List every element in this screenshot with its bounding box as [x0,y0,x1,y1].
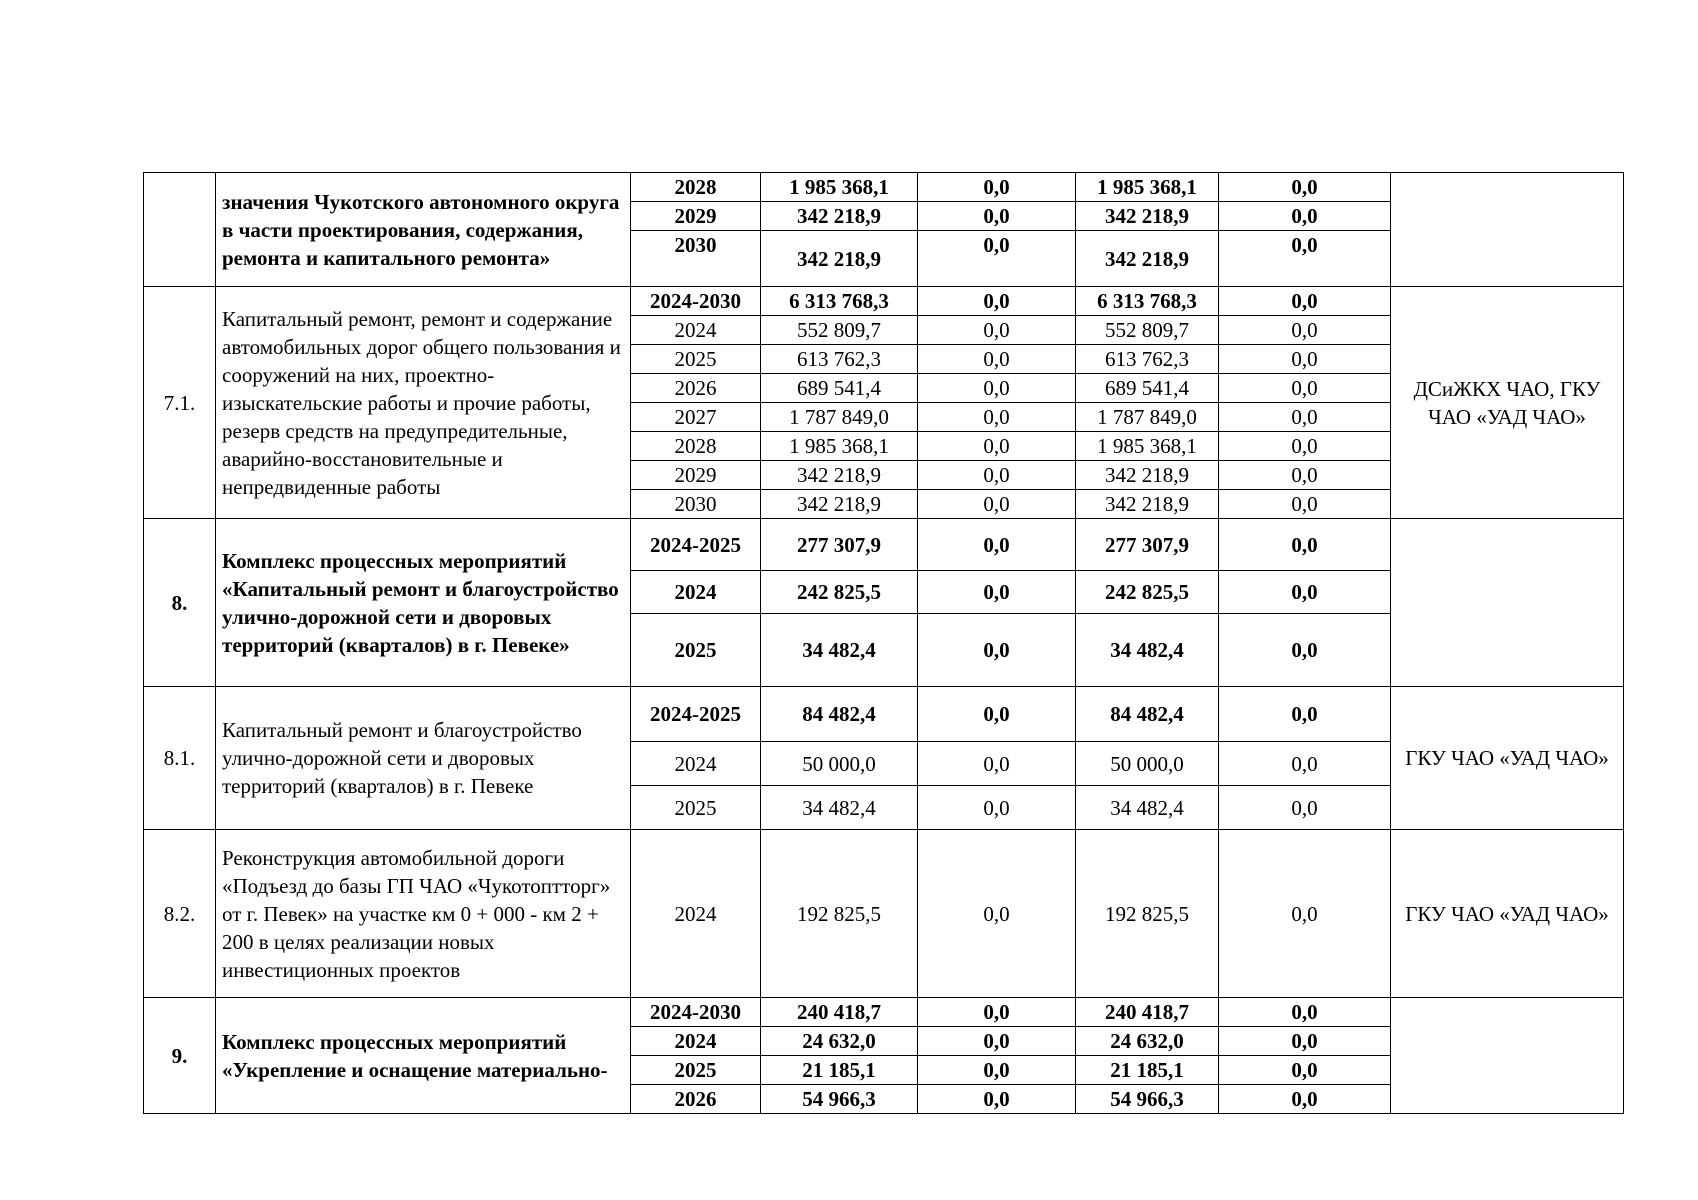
table-row [144,173,1624,202]
federal-budget-cell: 0,0 [918,742,1076,786]
other-sources-cell: 0,0 [1219,432,1391,461]
other-sources-cell: 0,0 [1219,519,1391,571]
federal-budget-cell: 0,0 [918,374,1076,403]
regional-budget-cell: 342 218,9 [1076,202,1219,231]
other-sources-cell: 0,0 [1219,231,1391,287]
year-cell: 2026 [631,1085,761,1114]
table-row [144,687,1624,742]
total-amount-cell: 21 185,1 [761,1056,918,1085]
total-amount-cell: 34 482,4 [761,786,918,830]
year-cell: 2025 [631,614,761,687]
regional-budget-cell: 552 809,7 [1076,316,1219,345]
item-name: Комплекс процессных мероприятий «Капитальный ремонт и благоустройство улично-дорожной сети и дворовых территорий (кварталов) в г. Певеке» [216,519,631,687]
item-name: Капитальный ремонт, ремонт и содержание автомобильных дорог общего пользования и сооружений на них, проектно-изыскательские работы и прочие работы, резерв средств на предупредительные, аварийно-восстановительные и непредвиденные работы [216,287,631,519]
year-cell: 2026 [631,374,761,403]
federal-budget-cell: 0,0 [918,173,1076,202]
other-sources-cell: 0,0 [1219,998,1391,1027]
item-number: 8. [144,519,216,687]
federal-budget-cell: 0,0 [918,231,1076,287]
regional-budget-cell: 613 762,3 [1076,345,1219,374]
other-sources-cell: 0,0 [1219,173,1391,202]
item-number: 8.1. [144,687,216,830]
responsible-executor [1391,998,1624,1114]
total-amount-cell: 342 218,9 [761,490,918,519]
other-sources-cell: 0,0 [1219,687,1391,742]
year-cell: 2024 [631,1027,761,1056]
regional-budget-cell: 277 307,9 [1076,519,1219,571]
federal-budget-cell: 0,0 [918,461,1076,490]
table-row [144,287,1624,316]
total-amount-cell: 1 787 849,0 [761,403,918,432]
total-amount-cell: 342 218,9 [761,461,918,490]
item-number [144,173,216,287]
year-cell: 2028 [631,432,761,461]
responsible-executor: ГКУ ЧАО «УАД ЧАО» [1391,830,1624,998]
other-sources-cell: 0,0 [1219,374,1391,403]
total-amount-cell: 1 985 368,1 [761,173,918,202]
year-cell: 2024-2030 [631,287,761,316]
other-sources-cell: 0,0 [1219,830,1391,998]
regional-budget-cell: 1 985 368,1 [1076,173,1219,202]
total-amount-cell: 342 218,9 [761,231,918,287]
year-cell: 2024-2025 [631,519,761,571]
regional-budget-cell: 242 825,5 [1076,571,1219,614]
item-name: значения Чукотского автономного округа в части проектирования, содержания, ремонта и капитального ремонта» [216,173,631,287]
total-amount-cell: 277 307,9 [761,519,918,571]
federal-budget-cell: 0,0 [918,1027,1076,1056]
regional-budget-cell: 240 418,7 [1076,998,1219,1027]
regional-budget-cell: 34 482,4 [1076,614,1219,687]
regional-budget-cell: 342 218,9 [1076,490,1219,519]
year-cell: 2029 [631,202,761,231]
federal-budget-cell: 0,0 [918,403,1076,432]
other-sources-cell: 0,0 [1219,614,1391,687]
regional-budget-cell: 54 966,3 [1076,1085,1219,1114]
year-cell: 2025 [631,786,761,830]
year-cell: 2024 [631,571,761,614]
other-sources-cell: 0,0 [1219,287,1391,316]
federal-budget-cell: 0,0 [918,614,1076,687]
other-sources-cell: 0,0 [1219,1056,1391,1085]
other-sources-cell: 0,0 [1219,461,1391,490]
table-row [144,519,1624,571]
regional-budget-cell: 6 313 768,3 [1076,287,1219,316]
regional-budget-cell: 84 482,4 [1076,687,1219,742]
year-cell: 2028 [631,173,761,202]
federal-budget-cell: 0,0 [918,571,1076,614]
regional-budget-cell: 24 632,0 [1076,1027,1219,1056]
table-row [144,998,1624,1027]
item-name: Капитальный ремонт и благоустройство улично-дорожной сети и дворовых территорий (кварталов) в г. Певеке [216,687,631,830]
responsible-executor [1391,519,1624,687]
other-sources-cell: 0,0 [1219,403,1391,432]
regional-budget-cell: 21 185,1 [1076,1056,1219,1085]
year-cell: 2027 [631,403,761,432]
budget-table [143,172,1624,1114]
regional-budget-cell: 192 825,5 [1076,830,1219,998]
regional-budget-cell: 34 482,4 [1076,786,1219,830]
year-cell: 2024 [631,316,761,345]
other-sources-cell: 0,0 [1219,316,1391,345]
year-cell: 2024 [631,830,761,998]
federal-budget-cell: 0,0 [918,1056,1076,1085]
responsible-executor: ДСиЖКХ ЧАО, ГКУ ЧАО «УАД ЧАО» [1391,287,1624,519]
responsible-executor [1391,173,1624,287]
year-cell: 2024-2030 [631,998,761,1027]
federal-budget-cell: 0,0 [918,786,1076,830]
federal-budget-cell: 0,0 [918,519,1076,571]
total-amount-cell: 24 632,0 [761,1027,918,1056]
federal-budget-cell: 0,0 [918,998,1076,1027]
year-cell: 2030 [631,231,761,287]
item-number: 8.2. [144,830,216,998]
regional-budget-cell: 342 218,9 [1076,461,1219,490]
year-cell: 2029 [631,461,761,490]
total-amount-cell: 50 000,0 [761,742,918,786]
item-name: Реконструкция автомобильной дороги «Подъезд до базы ГП ЧАО «Чукотоптторг» от г. Певек» на участке км 0 + 000 - км 2 + 200 в целях реализации новых инвестиционных проектов [216,830,631,998]
total-amount-cell: 342 218,9 [761,202,918,231]
total-amount-cell: 613 762,3 [761,345,918,374]
other-sources-cell: 0,0 [1219,345,1391,374]
item-name: Комплекс процессных мероприятий «Укрепление и оснащение материально- [216,998,631,1114]
total-amount-cell: 54 966,3 [761,1085,918,1114]
federal-budget-cell: 0,0 [918,287,1076,316]
federal-budget-cell: 0,0 [918,1085,1076,1114]
year-cell: 2030 [631,490,761,519]
total-amount-cell: 240 418,7 [761,998,918,1027]
other-sources-cell: 0,0 [1219,786,1391,830]
federal-budget-cell: 0,0 [918,202,1076,231]
total-amount-cell: 689 541,4 [761,374,918,403]
year-cell: 2025 [631,1056,761,1085]
item-number: 7.1. [144,287,216,519]
regional-budget-cell: 1 985 368,1 [1076,432,1219,461]
year-cell: 2024 [631,742,761,786]
regional-budget-cell: 689 541,4 [1076,374,1219,403]
other-sources-cell: 0,0 [1219,490,1391,519]
table-body [144,173,1624,1114]
federal-budget-cell: 0,0 [918,316,1076,345]
year-cell: 2024-2025 [631,687,761,742]
total-amount-cell: 84 482,4 [761,687,918,742]
regional-budget-cell: 1 787 849,0 [1076,403,1219,432]
federal-budget-cell: 0,0 [918,830,1076,998]
total-amount-cell: 1 985 368,1 [761,432,918,461]
regional-budget-cell: 50 000,0 [1076,742,1219,786]
federal-budget-cell: 0,0 [918,687,1076,742]
total-amount-cell: 242 825,5 [761,571,918,614]
item-number: 9. [144,998,216,1114]
table-row [144,830,1624,998]
other-sources-cell: 0,0 [1219,1085,1391,1114]
year-cell: 2025 [631,345,761,374]
other-sources-cell: 0,0 [1219,202,1391,231]
total-amount-cell: 192 825,5 [761,830,918,998]
other-sources-cell: 0,0 [1219,1027,1391,1056]
total-amount-cell: 34 482,4 [761,614,918,687]
total-amount-cell: 6 313 768,3 [761,287,918,316]
other-sources-cell: 0,0 [1219,571,1391,614]
federal-budget-cell: 0,0 [918,345,1076,374]
responsible-executor: ГКУ ЧАО «УАД ЧАО» [1391,687,1624,830]
federal-budget-cell: 0,0 [918,490,1076,519]
other-sources-cell: 0,0 [1219,742,1391,786]
federal-budget-cell: 0,0 [918,432,1076,461]
total-amount-cell: 552 809,7 [761,316,918,345]
regional-budget-cell: 342 218,9 [1076,231,1219,287]
